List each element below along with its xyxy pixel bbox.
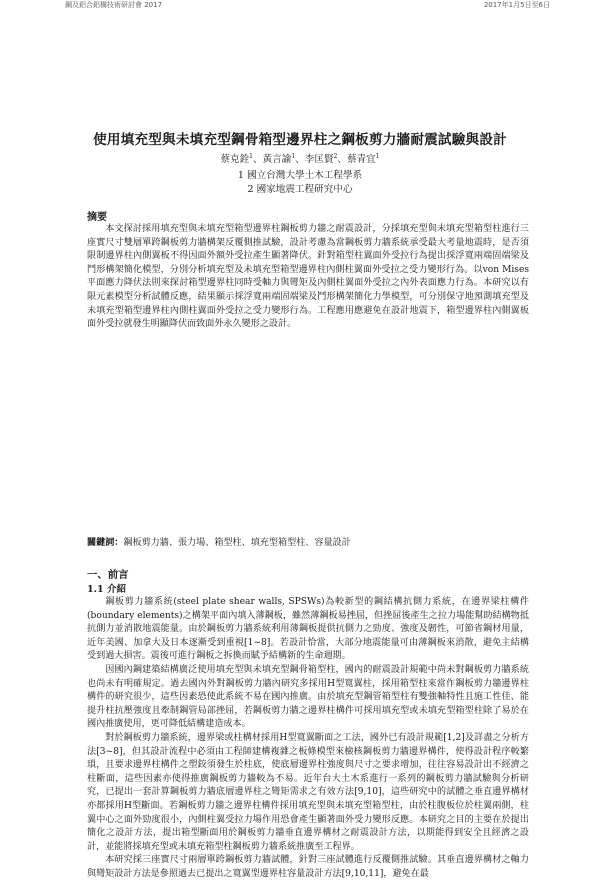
author-affiliation-mark: 1 — [291, 152, 296, 160]
body-paragraph: 對於鋼板剪力牆系統，邊界梁或柱構材採用H型寬翼斷面之工法，國外已有設計規範[1,2]及詳盡之分析方法[3~8]，但其設計流程中必須由工程師建構複雜之板條模型來檢核鋼板剪力牆邊界構件，使得設計程序較繁瑣，且要求邊界柱構件之塑鉸須發生於柱底，使底層邊界柱強度與尺寸之要求增加，往往容易設計出不經濟之柱斷面，這些因素亦使得推廣鋼板剪力牆較為不易。近年台大土木系進行一系列的鋼板剪力牆試驗與分析研究，已提出一套計算鋼板剪力牆底層邊界柱之彎矩需求之有效方法[9,10]，這些研究中的試體之垂直邊界構材亦都採用H型斷面。若鋼板剪力牆之邊界柱構件採用填充型與未填充型箱型柱，由於柱腹板位於柱翼兩側，柱翼中心之面外勁度很小，內側柱翼受拉力場作用恐會產生顯著面外受力變形反應。本研究之目的主要在於提出簡化之設計方法，提出箱型斷面用於鋼板剪力牆垂直邊界構材之耐震設計方法，以期能得到安全且經濟之設計，並能將採填充型或未填充箱型柱鋼板剪力牆系統推廣至工程界。 — [87, 733, 529, 852]
body-paragraph: 因國內鋼建築結構廣泛使用填充型與未填充型鋼骨箱型柱，國內的耐震設計規範中尚未對鋼板剪力牆系統也尚未有明確規定。過去國內外對鋼板剪力牆內研究多採用H型寬翼柱，採用箱型柱來當作鋼板剪力牆邊界柱構件的研究很少，這些因素恐使此系統不易在國內推廣。由於填充型鋼管箱型柱有雙強軸特性且施工性佳、能提升柱抗壓強度且牽制鋼管局部挫屈，若鋼板剪力牆之邊界柱構件可採用填充型或未填充型箱型柱除了易於在國內推廣使用，更可降低結構建造成本。 — [87, 665, 529, 730]
author-affiliation-mark: 1 — [249, 152, 253, 160]
author: 李匡賢 — [304, 154, 334, 165]
body-paragraph: 鋼板剪力牆系統(steel plate shear walls, SPSWs)為較新型的鋼結構抗側力系統，在邊界梁柱構件(boundary elements)之構架平面內填入薄鋼板，雖然薄鋼板易挫屈，但挫屈後產生之拉力場能幫助結構物抵抗側力並消散地震能量。由於鋼板剪力牆系統利用薄鋼板提供抗側力之勁度、強度及韌性，可節省鋼材用量，近年美國、加拿大及日本逐漸受到重視[1~8]。若設計恰當，大部分地震能量可由薄鋼板來消散，避免主結構受到過大損害。震後可進行鋼板之拆換而賦予結構新的生命週期。 — [87, 597, 529, 662]
section-heading: 一、前言 — [87, 569, 129, 581]
author: 蔡克銓 — [220, 154, 250, 165]
abstract-text: 本文探討採用填充型與未填充型箱型邊界柱鋼板剪力牆之耐震設計，分採填充型與未填充型箱型柱進行三座實尺寸雙層單跨鋼板剪力牆構架反覆側推試驗，設計考慮為當鋼板剪力牆系統承受最大考量地震時，是否須限制邊界柱內側翼板不得因面外額外受拉產生顯著降伏。針對箱型柱翼面外受拉行為提出採浮寬兩端固端梁及鬥形構架簡化模型，分別分析填充型及未填充型箱型邊界柱內側柱翼面外受拉之受力變形行為。以von Mises平面應力降伏法則來探討箱型邊界柱同時受軸力與彎矩及內側柱翼面外受拉之內外表面應力行為。本研究以有限元素模型分析試體反應，結果顯示採浮寬兩端固端梁及鬥形構架簡化力學模型，可分別保守地預測填充型及未填充型箱型邊界柱內側柱翼面外受拉之受力變形行為。工程應用應避免在設計地震下，箱型邊界柱內側翼板面外受拉就發生明顯降伏而致面外永久變形之設計。 — [87, 224, 529, 330]
conference-date: 2017年1月5日至6日 — [483, 1, 550, 9]
author: 蔡青宜 — [347, 154, 376, 165]
keywords-text: 鋼板剪力牆、張力場、箱型柱、填充型箱型柱、容量設計 — [123, 538, 351, 548]
paper-title: 使用填充型與未填充型鋼骨箱型邊界柱之鋼板剪力牆耐震試驗與設計 — [93, 132, 507, 148]
keywords-label: 關鍵詞： — [87, 537, 124, 548]
affiliation: 2 國家地震工程研究中心 — [247, 184, 353, 195]
subsection-heading: 1.1 介紹 — [87, 584, 127, 595]
author-affiliation-mark: 2 — [333, 152, 338, 160]
author-affiliation-mark: 1 — [375, 152, 380, 160]
body-paragraph: 本研究採三座實尺寸兩層單跨鋼板剪力牆試體，針對三座試體進行反覆側推試驗。其垂直邊界構材之軸力與彎矩設計方法是參照過去已提出之寬翼型邊界柱容量設計方法[9,10,11]，避免在最 — [87, 855, 529, 879]
author: 黃言諭 — [262, 154, 292, 165]
conference-name: 鋼及鋁合鋁構技術研討會 2017 — [65, 1, 163, 9]
page-header — [0, 0, 600, 12]
abstract-heading: 摘要 — [87, 212, 107, 223]
author-list: 蔡克銓$^1$、黃言諭$^1$、李匡賢$^2$、蔡青宜$^1$ — [220, 152, 380, 165]
affiliation: 1 國立台灣大學土木工程學系 — [237, 170, 363, 181]
keywords — [87, 536, 529, 551]
